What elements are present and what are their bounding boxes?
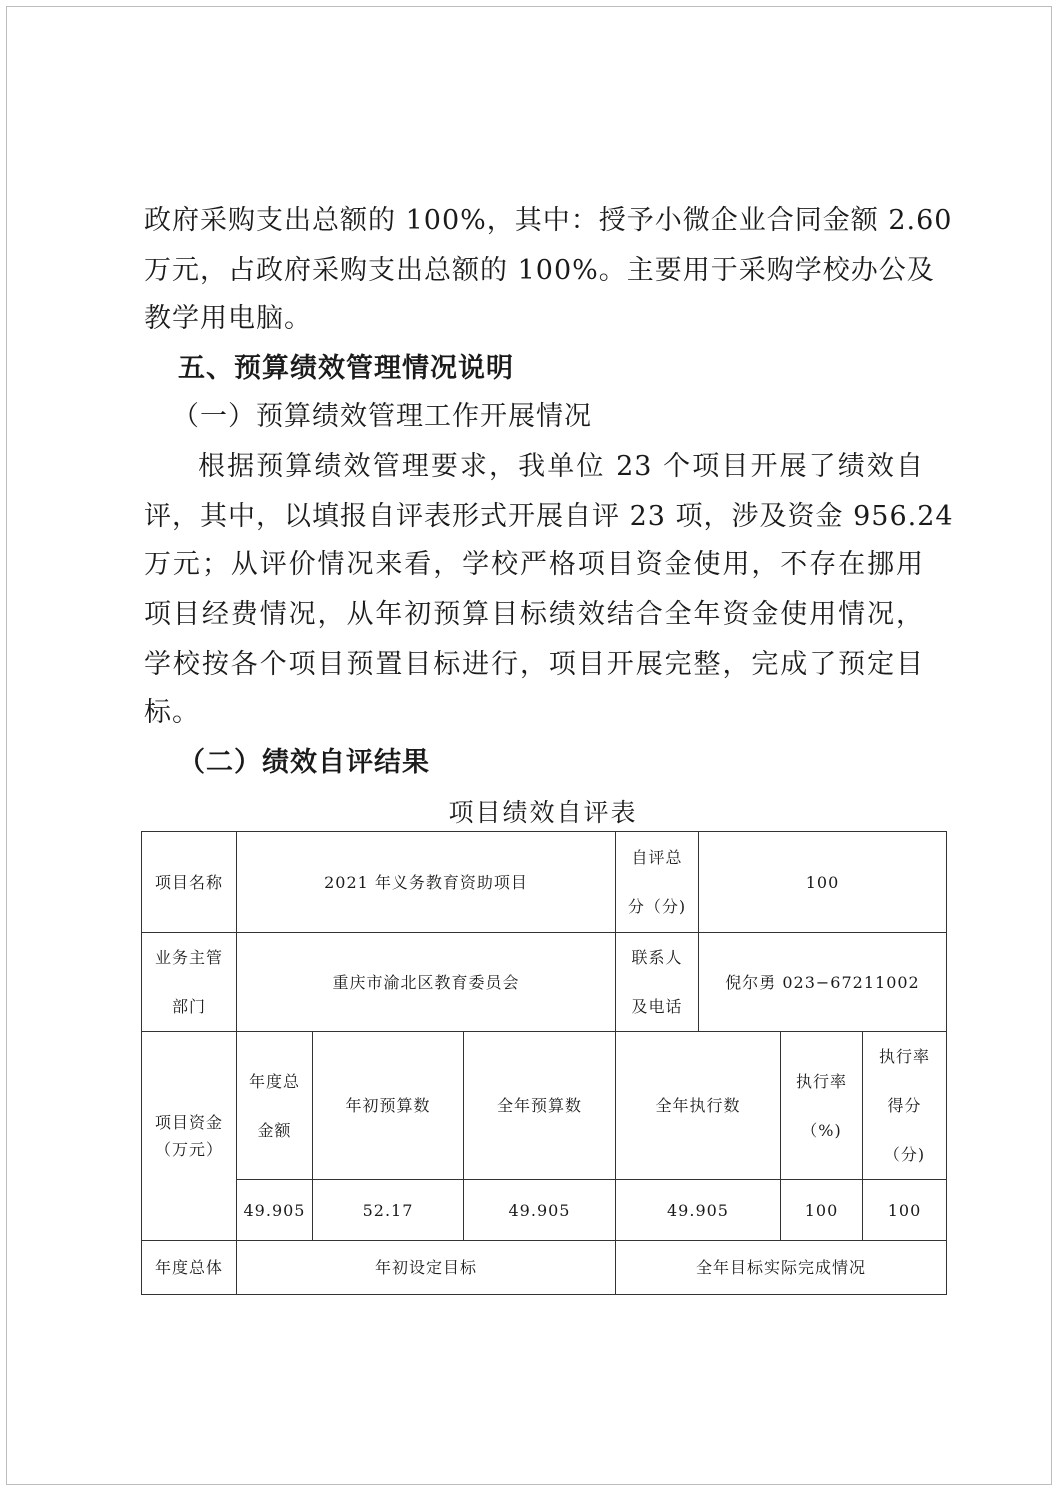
full-year-exec-header: 全年执行数 xyxy=(616,1032,781,1180)
exec-score-value: 100 xyxy=(863,1180,947,1241)
full-year-exec-value: 49.905 xyxy=(616,1180,781,1241)
initial-budget-header: 年初预算数 xyxy=(313,1032,464,1180)
dept-value: 重庆市渝北区教育委员会 xyxy=(237,933,616,1032)
paragraph-line: 政府采购支出总额的 100%，其中：授予小微企业合同金额 2.60 xyxy=(144,205,953,236)
score-label: 自评总 分（分) xyxy=(616,832,699,933)
project-name-label: 项目名称 xyxy=(142,832,237,933)
paragraph-line: 评，其中，以填报自评表形式开展自评 23 项，涉及资金 956.24 xyxy=(144,501,954,532)
initial-goal-label: 年初设定目标 xyxy=(237,1241,616,1295)
subsection-heading: （二）绩效自评结果 xyxy=(178,747,430,778)
subsection-heading: （一）预算绩效管理工作开展情况 xyxy=(172,401,592,432)
dept-label: 业务主管 部门 xyxy=(142,933,237,1032)
actual-completion-label: 全年目标实际完成情况 xyxy=(616,1241,947,1295)
project-name: 2021 年义务教育资助项目 xyxy=(237,832,616,933)
exec-rate-value: 100 xyxy=(781,1180,863,1241)
exec-rate-header: 执行率 （%) xyxy=(781,1032,863,1180)
contact-value: 倪尔勇 023−67211002 xyxy=(699,933,947,1032)
paragraph-line: 万元，占政府采购支出总额的 100%。主要用于采购学校办公及 xyxy=(144,255,935,286)
exec-score-header: 执行率 得分 （分) xyxy=(863,1032,947,1180)
paragraph-line: 学校按各个项目预置目标进行，项目开展完整，完成了预定目 xyxy=(144,649,924,680)
overall-label: 年度总体 xyxy=(142,1241,237,1295)
paragraph-line: 标。 xyxy=(144,697,200,728)
paragraph-line: 教学用电脑。 xyxy=(144,303,312,334)
annual-total-value: 49.905 xyxy=(237,1180,313,1241)
table-title: 项目绩效自评表 xyxy=(448,798,638,827)
paragraph-line: 万元；从评价情况来看，学校严格项目资金使用，不存在挪用 xyxy=(144,549,924,580)
funds-label: 项目资金 （万元） xyxy=(142,1032,237,1241)
section-heading: 五、预算绩效管理情况说明 xyxy=(178,353,514,384)
contact-label: 联系人 及电话 xyxy=(616,933,699,1032)
score-value: 100 xyxy=(699,832,947,933)
performance-table xyxy=(141,831,947,1295)
full-year-budget-header: 全年预算数 xyxy=(464,1032,616,1180)
paragraph-line: 项目经费情况，从年初预算目标绩效结合全年资金使用情况， xyxy=(144,599,924,630)
paragraph-line: 根据预算绩效管理要求，我单位 23 个项目开展了绩效自 xyxy=(198,451,924,482)
full-year-budget-value: 49.905 xyxy=(464,1180,616,1241)
annual-total-header: 年度总 金额 xyxy=(237,1032,313,1180)
initial-budget-value: 52.17 xyxy=(313,1180,464,1241)
